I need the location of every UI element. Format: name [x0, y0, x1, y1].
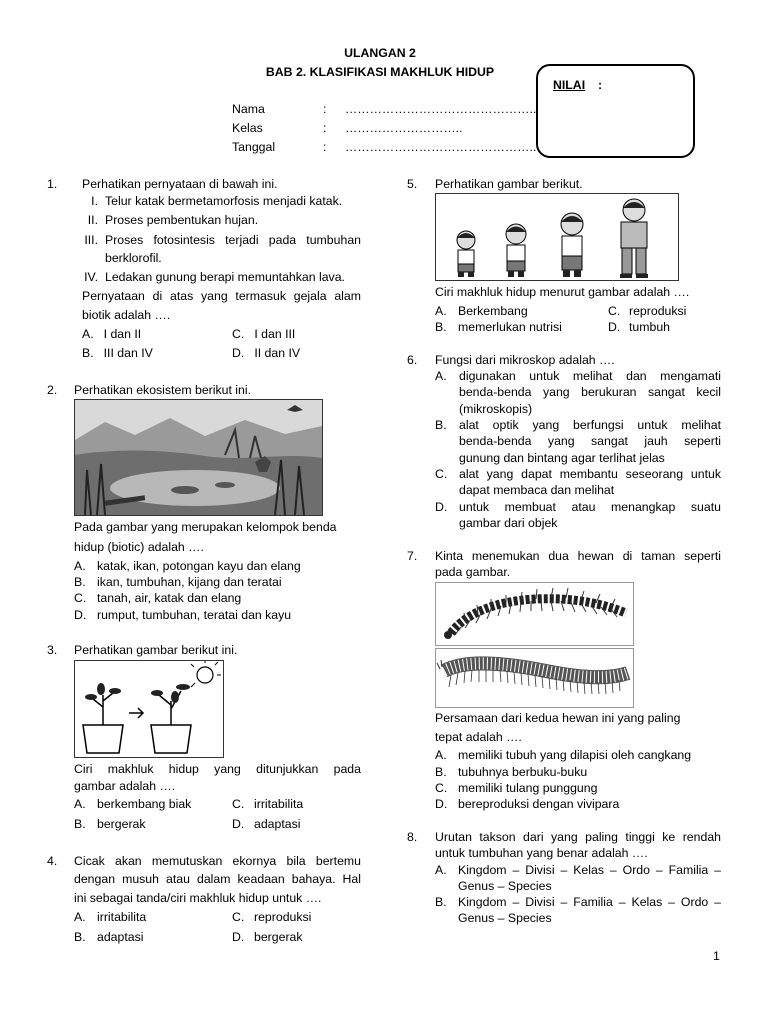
option-letter: D.: [608, 320, 621, 334]
date-colon: :: [323, 140, 327, 154]
option-b[interactable]: [74, 574, 282, 591]
option-letter: A.: [82, 327, 94, 341]
centipede-illustration: [435, 582, 634, 646]
question-text: dengan musuh atau dalam keadaan bahaya. Hal: [74, 872, 361, 886]
option-letter: C.: [435, 467, 448, 481]
option-letter: A.: [435, 863, 447, 877]
question-number: 8.: [407, 830, 418, 844]
option-text: tubuhnya berbuku-buku: [458, 765, 588, 779]
question-text: pada gambar.: [435, 565, 511, 579]
option-text: I dan III: [254, 327, 296, 341]
exam-title: ULANGAN 2: [344, 46, 416, 60]
question-text: Ciri makhluk hidup menurut gambar adalah ….: [435, 285, 690, 299]
option-text: Kingdom – Divisi – Familia – Kelas – Ordo –: [458, 895, 721, 909]
question-text: Cicak akan memutuskan ekornya bila bertemu: [74, 854, 361, 868]
option-text: memiliki tulang punggung: [458, 781, 598, 795]
option-text: irritabilita: [97, 910, 147, 924]
question-text: hidup (biotic) adalah ….: [74, 540, 204, 554]
option-text: Kingdom – Divisi – Kelas – Ordo – Familia –: [458, 863, 721, 877]
option-text: bereproduksi dengan vivipara: [458, 797, 620, 811]
option-text: memerlukan nutrisi: [458, 320, 562, 334]
option-c[interactable]: [435, 466, 721, 497]
option-b[interactable]: [82, 345, 153, 362]
option-text: memiliki tubuh yang dilapisi oleh cangkang: [458, 748, 692, 762]
question-number: 4.: [47, 854, 58, 868]
question-stem: Perhatikan gambar berikut.: [435, 177, 583, 191]
option-text: reproduksi: [629, 304, 687, 318]
question-text: gambar adalah ….: [74, 779, 176, 793]
statement-text: Ledakan gunung berapi memuntahkan lava.: [105, 270, 345, 284]
question-text: Persamaan dari kedua hewan ini yang paling: [435, 711, 681, 725]
option-a[interactable]: [74, 796, 192, 813]
growing-children-image: [436, 194, 678, 280]
option-text: alat yang dapat membantu seseorang untuk: [459, 467, 721, 481]
question-text: Pada gambar yang merupakan kelompok benda: [74, 520, 337, 534]
question-text: Ciri makhluk hidup yang ditunjukkan pada: [74, 762, 361, 776]
option-c[interactable]: [74, 590, 242, 607]
option-letter: B.: [435, 895, 447, 909]
option-text: irritabilita: [254, 797, 304, 811]
option-letter: A.: [74, 910, 86, 924]
option-text: Genus – Species: [458, 911, 552, 925]
question-number: 6.: [407, 353, 418, 367]
option-text: bergerak: [254, 930, 303, 944]
option-letter: B.: [435, 320, 447, 334]
option-c[interactable]: [232, 326, 295, 343]
option-c[interactable]: [232, 909, 312, 926]
option-c[interactable]: [435, 780, 598, 797]
option-b[interactable]: [435, 417, 721, 465]
name-label: Nama: [232, 102, 265, 116]
option-letter: A.: [435, 304, 447, 318]
roman-numeral: I.: [91, 194, 98, 208]
option-letter: C.: [74, 591, 87, 605]
option-text: III dan IV: [103, 346, 153, 360]
option-letter: D.: [435, 797, 448, 811]
option-text: berkembang biak: [97, 797, 192, 811]
roman-numeral: II.: [87, 213, 98, 227]
statement-text: Telur katak bermetamorfosis menjadi katak.: [105, 194, 343, 208]
question-text: Kinta menemukan dua hewan di taman seperti: [435, 549, 721, 563]
option-text: II dan IV: [254, 346, 301, 360]
score-box[interactable]: [536, 64, 695, 158]
question-text: untuk tumbuhan yang benar adalah ….: [435, 846, 648, 860]
option-text: bergerak: [97, 817, 146, 831]
exam-subtitle: BAB 2. KLASIFIKASI MAKHLUK HIDUP: [265, 65, 495, 79]
option-letter: B.: [74, 817, 86, 831]
option-c[interactable]: [232, 796, 304, 813]
option-text: rumput, tumbuhan, teratai dan kayu: [97, 608, 292, 622]
option-letter: B.: [435, 418, 447, 432]
option-d[interactable]: [435, 499, 721, 530]
question-number: 1.: [47, 177, 58, 191]
option-letter: A.: [74, 559, 86, 573]
question-number: 7.: [407, 549, 418, 563]
class-label: Kelas: [232, 121, 263, 135]
option-text: adaptasi: [97, 930, 144, 944]
option-letter: D.: [435, 500, 448, 514]
option-b[interactable]: [74, 929, 144, 946]
option-letter: B.: [82, 346, 94, 360]
question-stem: Perhatikan pernyataan di bawah ini.: [82, 177, 278, 191]
option-a[interactable]: [435, 368, 721, 416]
option-letter: A.: [435, 748, 447, 762]
option-letter: D.: [232, 817, 245, 831]
score-label: NILAI: [553, 78, 586, 92]
option-d[interactable]: [232, 816, 301, 833]
option-text: tanah, air, katak dan elang: [97, 591, 242, 605]
plant-pots-image: [75, 661, 223, 757]
roman-numeral: III.: [84, 233, 98, 247]
option-text: benda-benda yang sangat jauh seperti: [459, 434, 721, 448]
option-b[interactable]: [74, 816, 146, 833]
centipede-image: [436, 583, 633, 645]
ecosystem-illustration: [74, 399, 323, 516]
statement-text: Proses fotosintesis terjadi pada tumbuhan: [105, 233, 361, 247]
option-text: digunakan untuk melihat dan mengamati: [459, 369, 721, 383]
option-letter: B.: [74, 575, 86, 589]
question-stem: Fungsi dari mikroskop adalah ….: [435, 353, 615, 367]
name-colon: :: [323, 102, 327, 116]
option-letter: C.: [232, 327, 245, 341]
option-d[interactable]: [74, 607, 292, 624]
question-text: tepat adalah ….: [435, 730, 522, 744]
option-text: tumbuh: [629, 320, 671, 334]
option-letter: C.: [232, 797, 245, 811]
option-a[interactable]: [74, 558, 301, 575]
question-number: 3.: [47, 643, 58, 657]
option-letter: D.: [232, 930, 245, 944]
option-a[interactable]: [435, 303, 528, 320]
option-text: (mikroskopis): [459, 402, 533, 416]
option-text: benda-benda yang berukuran sangat kecil: [459, 385, 721, 399]
question-number: 5.: [407, 177, 418, 191]
option-letter: B.: [435, 765, 447, 779]
millipede-illustration: [435, 648, 634, 708]
statement-text: Proses pembentukan hujan.: [105, 213, 259, 227]
children-growth-illustration: [435, 193, 679, 281]
option-letter: D.: [74, 608, 87, 622]
option-text: Genus – Species: [458, 879, 552, 893]
question-text: Pernyataan di atas yang termasuk gejala alam: [82, 289, 361, 303]
option-letter: B.: [74, 930, 86, 944]
question-text: ini sebagai tanda/ciri makhluk hidup untuk ….: [74, 891, 322, 905]
ecosystem-image: [75, 400, 322, 515]
option-letter: C.: [232, 910, 245, 924]
option-d[interactable]: [608, 319, 671, 336]
option-b[interactable]: [435, 894, 721, 925]
option-text: ikan, tumbuhan, kijang dan teratai: [97, 575, 282, 589]
score-colon: :: [598, 78, 603, 92]
option-letter: C.: [608, 304, 621, 318]
option-text: Berkembang: [458, 304, 528, 318]
option-letter: C.: [435, 781, 448, 795]
option-letter: A.: [74, 797, 86, 811]
option-a[interactable]: [74, 909, 147, 926]
option-text: I dan II: [103, 327, 142, 341]
option-b[interactable]: [435, 764, 588, 781]
date-field[interactable]: ………………………………………..: [345, 140, 537, 154]
name-field[interactable]: ………………………………………..: [345, 102, 537, 116]
option-d[interactable]: [232, 345, 300, 362]
option-text: dapat membaca dan melihat: [459, 483, 615, 497]
option-letter: A.: [435, 369, 447, 383]
option-text: gunung dan bintang agar terlihat jelas: [459, 451, 665, 465]
option-c[interactable]: [608, 303, 687, 320]
option-text: adaptasi: [254, 817, 301, 831]
option-text: reproduksi: [254, 910, 312, 924]
question-stem: Perhatikan ekosistem berikut ini.: [74, 383, 252, 397]
question-text: biotik adalah ….: [82, 308, 171, 322]
option-d[interactable]: [232, 929, 303, 946]
question-number: 2.: [47, 383, 58, 397]
option-a[interactable]: [82, 326, 141, 343]
statement-text: berklorofil.: [105, 251, 162, 265]
roman-numeral: IV.: [84, 270, 98, 284]
plant-growth-illustration: [74, 660, 224, 758]
millipede-image: [436, 649, 633, 707]
option-text: untuk membuat atau menangkap suatu: [459, 500, 721, 514]
option-text: katak, ikan, potongan kayu dan elang: [97, 559, 301, 573]
option-a[interactable]: [435, 747, 692, 764]
class-field[interactable]: ………………………..: [345, 121, 463, 135]
page-number: 1: [713, 949, 720, 963]
class-colon: :: [323, 121, 327, 135]
option-d[interactable]: [435, 796, 620, 813]
option-a[interactable]: [435, 862, 721, 893]
question-stem: Perhatikan gambar berikut ini.: [74, 643, 238, 657]
option-letter: D.: [232, 346, 245, 360]
date-label: Tanggal: [232, 140, 276, 154]
option-text: gambar dari objek: [459, 516, 558, 530]
question-text: Urutan takson dari yang paling tinggi ke rendah: [435, 830, 721, 844]
option-b[interactable]: [435, 319, 562, 336]
option-text: alat optik yang berfungsi untuk melihat: [459, 418, 721, 432]
